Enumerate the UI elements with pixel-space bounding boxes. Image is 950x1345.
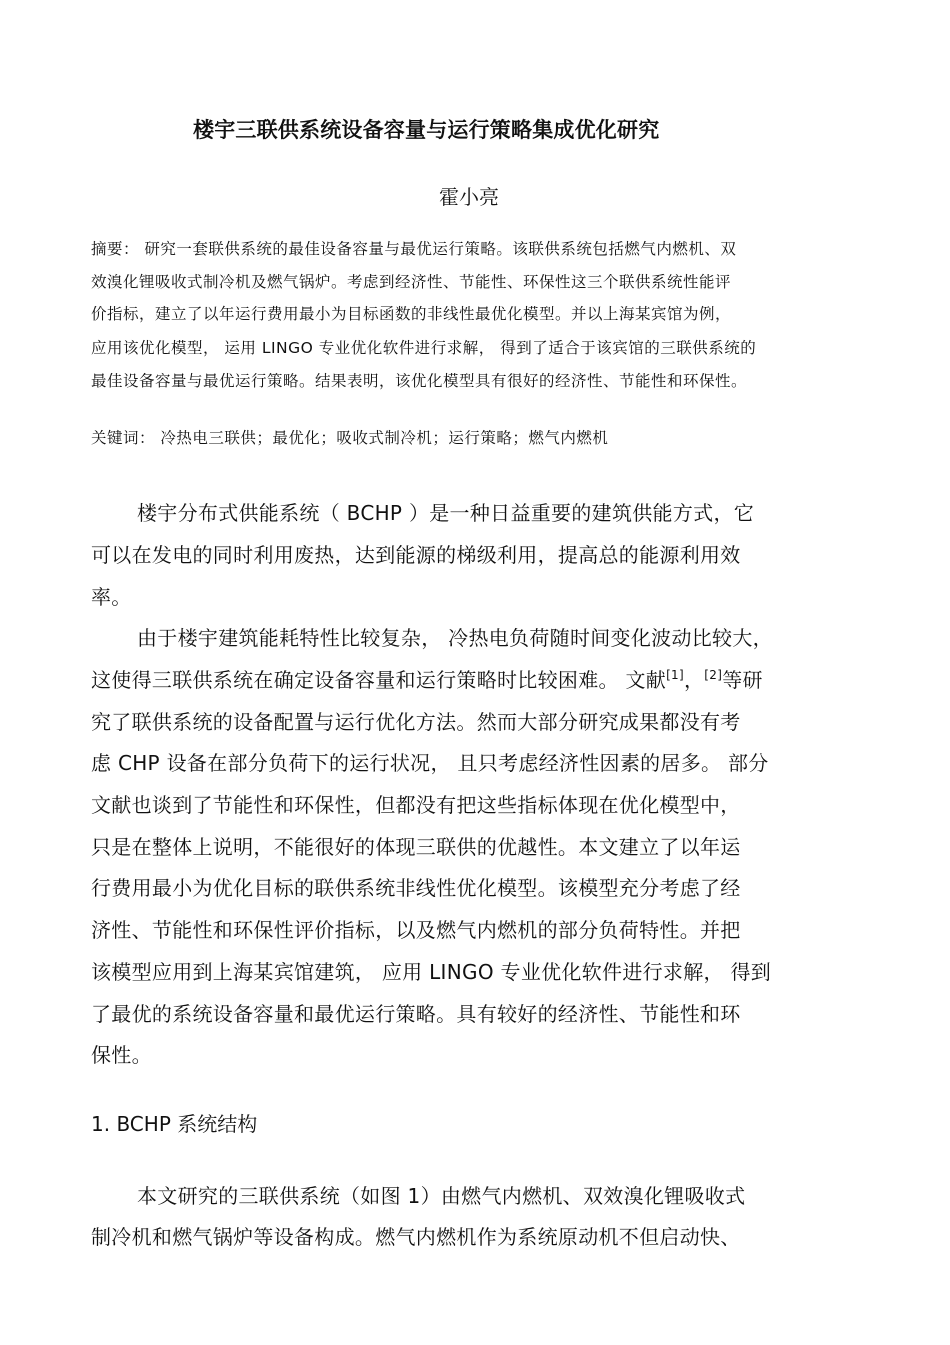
paragraph-line: 制冷机和燃气锅炉等设备构成。燃气内燃机作为系统原动机不但启动快、 [91, 1225, 741, 1249]
paragraph-text: 等研 [722, 668, 763, 692]
section-heading: 1. BCHP 系统结构 [91, 1112, 258, 1136]
paragraph-line: 可以在发电的同时利用废热，达到能源的梯级利用，提高总的能源利用效 [91, 543, 741, 567]
paragraph-line: 行费用最小为优化目标的联供系统非线性优化模型。该模型充分考虑了经 [91, 876, 741, 900]
paragraph-line: 由于楼宇建筑能耗特性比较复杂， 冷热电负荷随时间变化波动比较大， [137, 626, 773, 650]
paragraph-line: 文献也谈到了节能性和环保性，但都没有把这些指标体现在优化模型中， [91, 793, 741, 817]
paragraph-text: 这使得三联供系统在确定设备容量和运行策略时比较困难。 文献 [91, 668, 667, 692]
paragraph-line: 济性、节能性和环保性评价指标，以及燃气内燃机的部分负荷特性。并把 [91, 918, 741, 942]
citation-ref-2[interactable]: [2] [704, 668, 723, 682]
abstract-line: 摘要： 研究一套联供系统的最佳设备容量与最优运行策略。该联供系统包括燃气内燃机、双 [91, 240, 737, 258]
abstract-line: 应用该优化模型， 运用 LINGO 专业优化软件进行求解， 得到了适合于该宾馆的三联供系统的 [91, 339, 757, 357]
citation-ref-1[interactable]: [1] [666, 668, 684, 682]
paragraph-line: 只是在整体上说明，不能很好的体现三联供的优越性。本文建立了以年运 [91, 835, 741, 859]
paragraph-line: 保性。 [91, 1043, 152, 1067]
paragraph-line: 虑 CHP 设备在部分负荷下的运行状况， 且只考虑经济性因素的居多。 部分 [91, 751, 769, 775]
paper-title: 楼宇三联供系统设备容量与运行策略集成优化研究 [193, 118, 660, 142]
paragraph-line-with-refs [91, 664, 763, 693]
abstract-line: 最佳设备容量与最优运行策略。结果表明，该优化模型具有很好的经济性、节能性和环保性。 [91, 372, 748, 390]
abstract-line: 价指标，建立了以年运行费用最小为目标函数的非线性最优化模型。并以上海某宾馆为例， [91, 305, 732, 323]
author-name: 霍小亮 [439, 185, 499, 209]
paragraph-line: 率。 [91, 585, 132, 609]
paragraph-line: 本文研究的三联供系统（如图 1）由燃气内燃机、双效溴化锂吸收式 [137, 1184, 746, 1208]
paragraph-line: 该模型应用到上海某宾馆建筑， 应用 LINGO 专业优化软件进行求解， 得到 [91, 960, 772, 984]
paragraph-line: 究了联供系统的设备配置与运行优化方法。然而大部分研究成果都没有考 [91, 710, 741, 734]
keywords: 关键词： 冷热电三联供；最优化；吸收式制冷机；运行策略；燃气内燃机 [91, 429, 609, 447]
paragraph-line: 楼宇分布式供能系统（ BCHP ）是一种日益重要的建筑供能方式，它 [137, 501, 755, 525]
abstract-line: 效溴化锂吸收式制冷机及燃气锅炉。考虑到经济性、节能性、环保性这三个联供系统性能评 [91, 273, 732, 291]
paragraph-text: ， [683, 668, 705, 692]
paragraph-line: 了最优的系统设备容量和最优运行策略。具有较好的经济性、节能性和环 [91, 1002, 741, 1026]
